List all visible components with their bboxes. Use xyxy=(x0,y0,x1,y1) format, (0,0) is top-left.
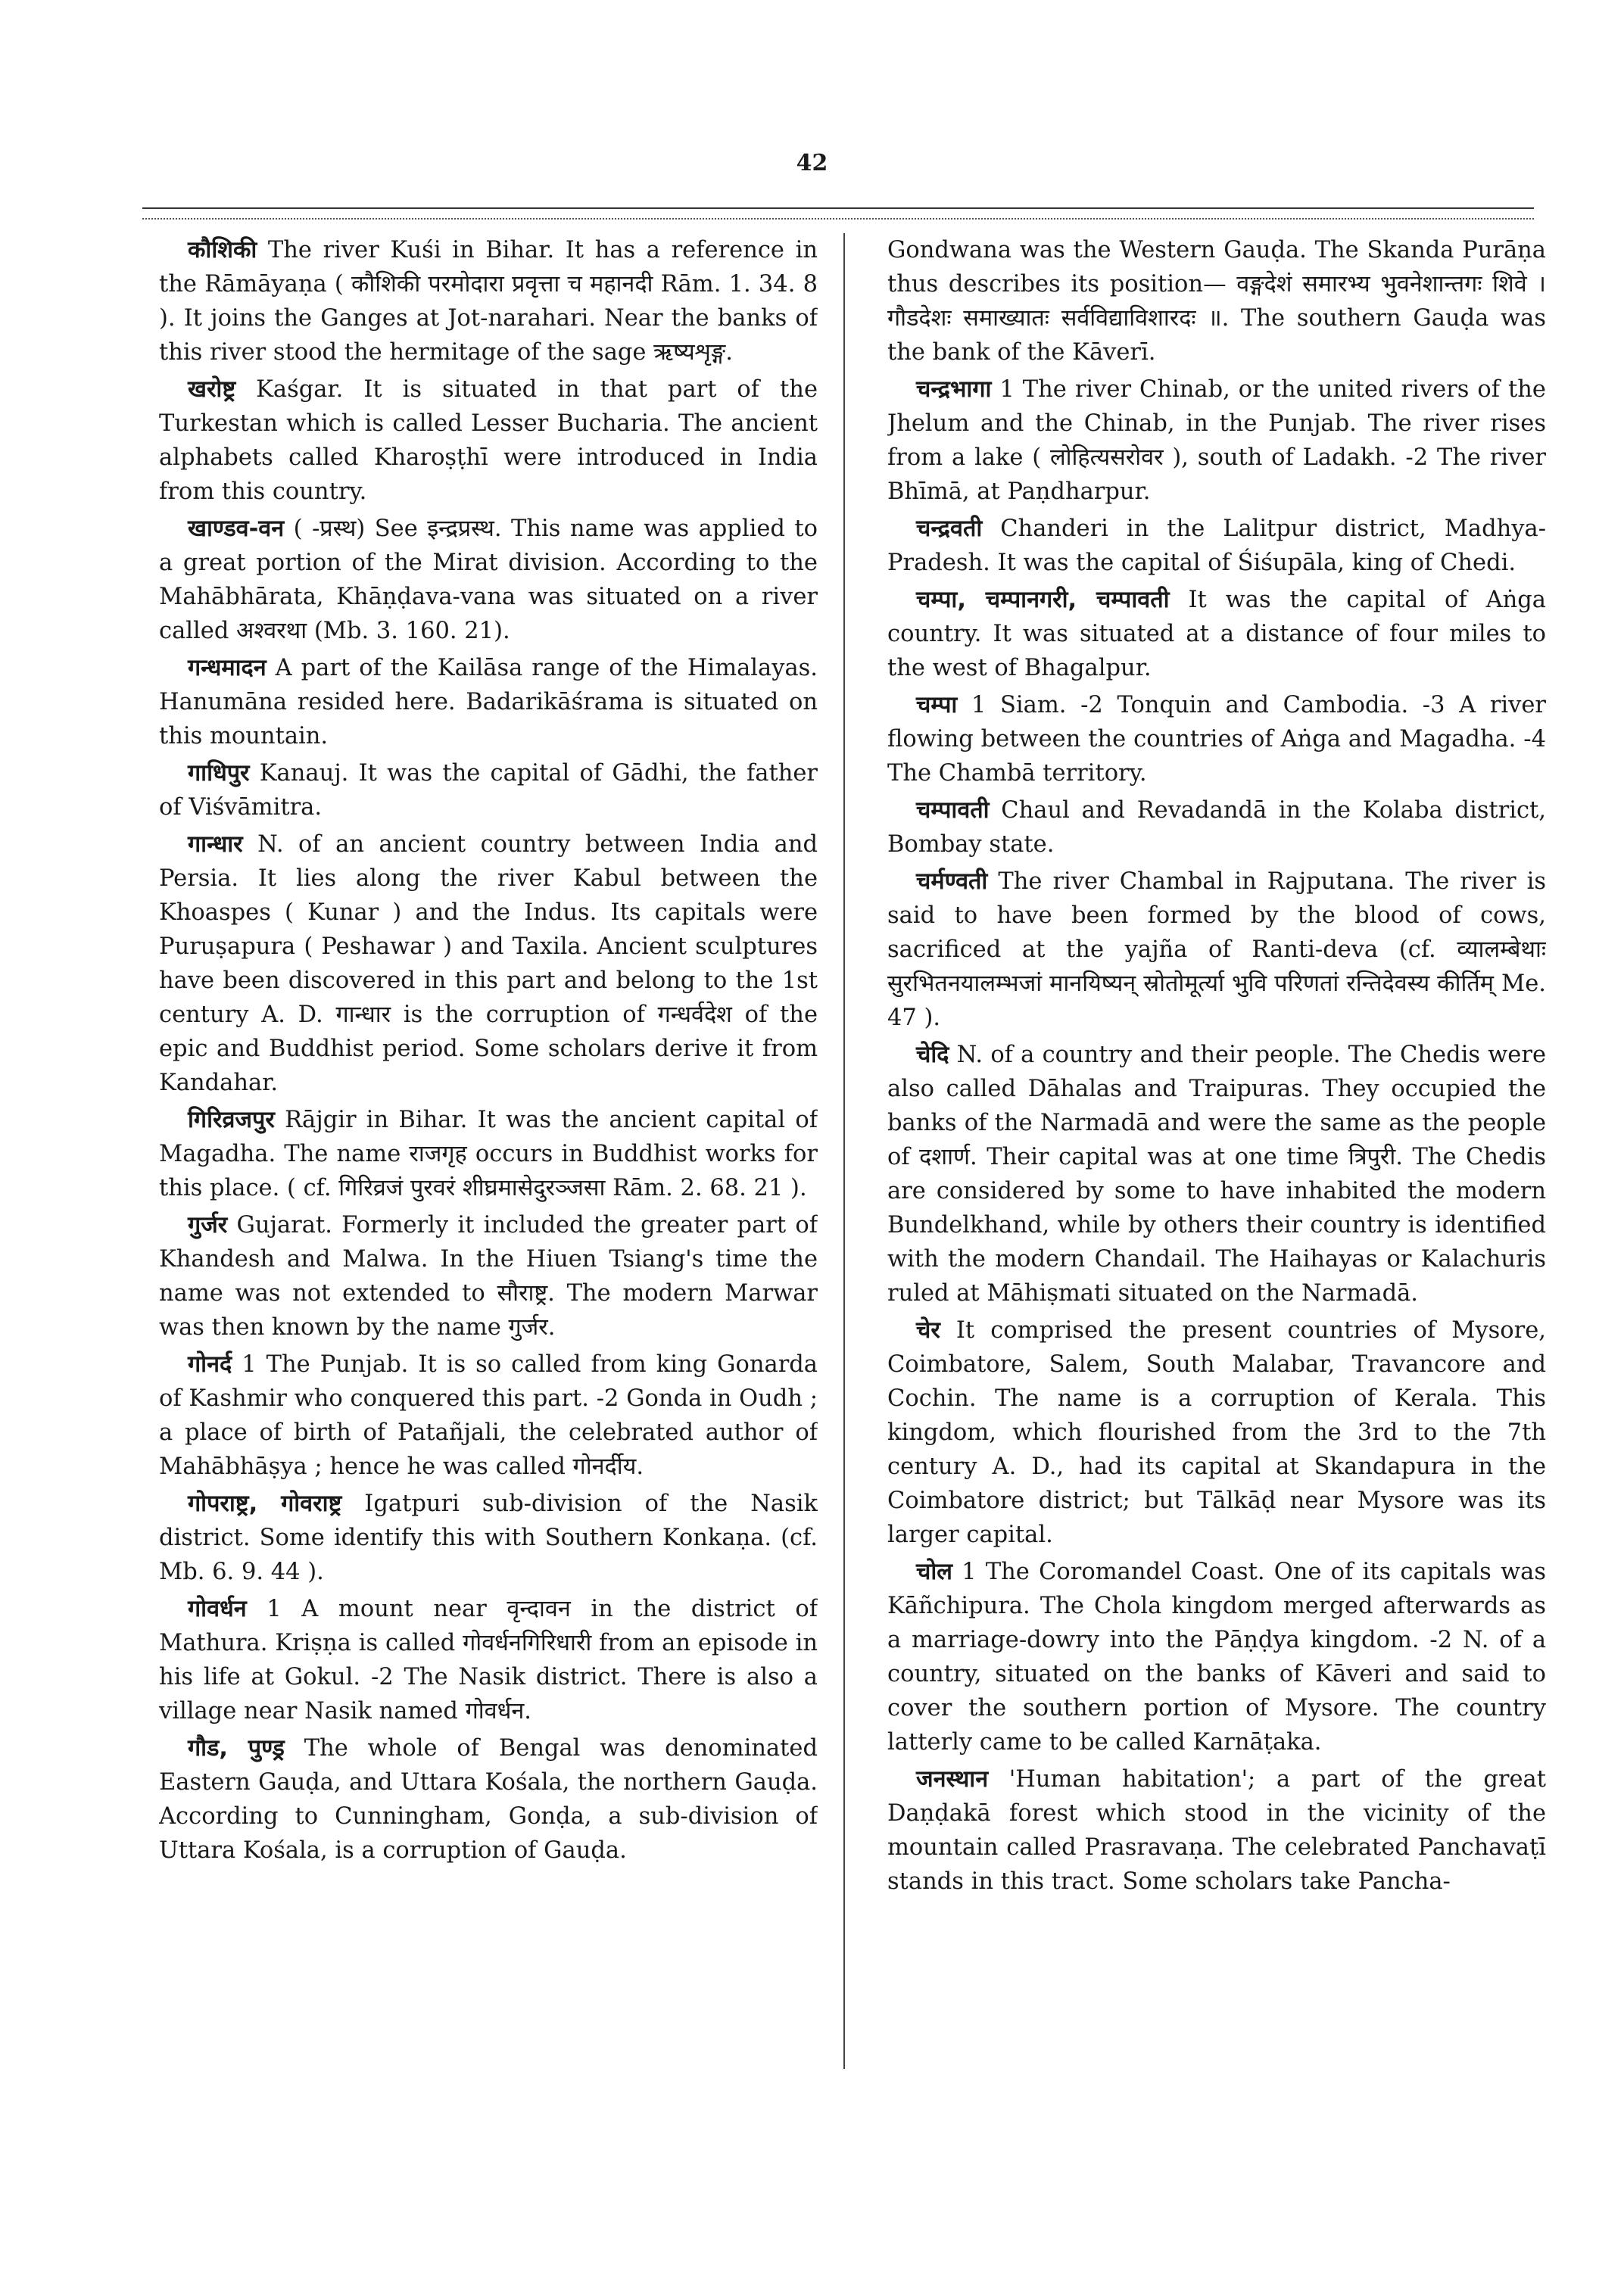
entry xyxy=(159,651,818,753)
entry-headword: चर्मण्वती xyxy=(916,868,988,895)
entry xyxy=(887,865,1546,1035)
entry xyxy=(159,756,818,824)
entry-headword: चोल xyxy=(916,1559,952,1585)
column-divider xyxy=(843,233,845,2069)
entry xyxy=(887,1313,1546,1552)
entry-headword: कौशिकी xyxy=(188,237,257,263)
entry xyxy=(159,827,818,1100)
entry xyxy=(887,1038,1546,1310)
entry xyxy=(887,372,1546,509)
entry-headword: जनस्थान xyxy=(916,1766,989,1793)
entry xyxy=(159,1487,818,1589)
entry-text: The river Chambal in Rajputana. The river is said to have been formed by the blood of cows, sacrificed at the yajña of Ranti-deva (cf. व्यालम्बेथाः सुरभितनयालम्भजां मानयिष्यन् स्रोतोमूर्त्या भुवि परिणतां रन्तिदेवस्य कीर्तिम् Me. 47 ). xyxy=(887,868,1546,1031)
entry-headword: गाधिपुर xyxy=(188,760,250,787)
entry xyxy=(887,688,1546,790)
entry xyxy=(887,583,1546,685)
entry-text: It was the capital of Aṅga country. It was situated at a distance of four miles to the west of Bhagalpur. xyxy=(887,587,1546,681)
entry xyxy=(887,1762,1546,1899)
entry-continuation xyxy=(887,233,1546,369)
entry-headword: गन्धमादन xyxy=(188,655,267,681)
entry-text: Gujarat. Formerly it included the greater part of Khandesh and Malwa. In the Hiuen Tsiang's time the name was not extended to सौराष्ट्र. The modern Marwar was then known by the name गुर्जर. xyxy=(159,1212,818,1341)
entry-headword: खाण्डव-वन xyxy=(188,516,285,542)
entry-text: Gondwana was the Western Gauḍa. The Skanda Purāṇa thus describes its position— वङ्गदेशं समारभ्य भुवनेशान्तगः शिवे । गौडदेशः समाख्यातः सर्वविद्याविशारदः ॥. The southern Gauḍa was the bank of the Kāverī. xyxy=(887,237,1546,366)
entry-text: Chaul and Revadandā in the Kolaba district, Bombay state. xyxy=(887,797,1546,858)
entry xyxy=(887,793,1546,861)
entry xyxy=(159,1592,818,1728)
entry-text: 1 Siam. -2 Tonquin and Cambodia. -3 A river flowing between the countries of Aṅga and Magadha. -4 The Chambā territory. xyxy=(887,692,1546,787)
entry-headword: चम्पावती xyxy=(916,797,990,824)
entry-text: ( -प्रस्थ) See इन्द्रप्रस्थ. This name was applied to a great portion of the Mirat division. According to the Mahābhārata, Khāṇḍava-vana was situated on a river called अश्वरथा (Mb. 3. 160. 21). xyxy=(159,516,818,644)
entry-text: The river Kuśi in Bihar. It has a reference in the Rāmāyaṇa ( कौशिकी परमोदारा प्रवृत्ता च महानदी Rām. 1. 34. 8 ). It joins the Ganges at Jot-narahari. Near the banks of this river stood the hermitage of the sage ऋष्यशृङ्ग. xyxy=(159,237,818,366)
right-column xyxy=(887,233,1546,2069)
entry xyxy=(159,1347,818,1484)
entry-headword: गान्धार xyxy=(188,831,243,858)
entry xyxy=(159,372,818,509)
entry-headword: चन्द्रवती xyxy=(916,516,983,542)
entry-text: Kanauj. It was the capital of Gādhi, the father of Viśvāmitra. xyxy=(159,760,818,821)
entry-text: Kaśgar. It is situated in that part of the Turkestan which is called Lesser Bucharia. The ancient alphabets called Kharoṣṭhī were introduced in India from this country. xyxy=(159,376,818,505)
entry-text: It comprised the present countries of Mysore, Coimbatore, Salem, South Malabar, Travancore and Cochin. The name is a corruption of Kerala. This kingdom, which flourished from the 3rd to the 7th century A. D., had its capital at Skandapura in the Coimbatore district; but Tālkāḍ near Mysore was its larger capital. xyxy=(887,1317,1546,1548)
header-dotted-rule xyxy=(142,218,1534,220)
entry-headword: गुर्जर xyxy=(188,1212,228,1238)
entry xyxy=(887,1555,1546,1759)
entry-text: Rājgir in Bihar. It was the ancient capital of Magadha. The name राजगृह occurs in Buddhist works for this place. ( cf. गिरिव्रजं पुरवरं शीघ्रमासेदुरञ्जसा Rām. 2. 68. 21 ). xyxy=(159,1107,818,1201)
entry xyxy=(159,233,818,369)
entry-headword: गिरिव्रजपुर xyxy=(188,1107,275,1133)
entry-headword: चम्पा, चम्पानगरी, चम्पावती xyxy=(916,587,1170,613)
entry-text: 1 The Punjab. It is so called from king Gonarda of Kashmir who conquered this part. -2 Gonda in Oudh ; a place of birth of Patañjali, the celebrated author of Mahābhāṣya ; hence he was called गोनर्दीय. xyxy=(159,1351,818,1480)
entry xyxy=(159,1731,818,1868)
entry xyxy=(887,512,1546,580)
entry-headword: खरोष्ट्र xyxy=(188,376,236,403)
entry-headword: गोवर्धन xyxy=(188,1596,247,1622)
entry-headword: चम्पा xyxy=(916,692,958,718)
entry-headword: गौड, पुण्ड्र xyxy=(188,1735,285,1762)
entry xyxy=(159,1208,818,1344)
entry-text: N. of a country and their people. The Chedis were also called Dāhalas and Traipuras. They occupied the banks of the Narmadā and were the same as the people of दशार्ण. Their capital was at one time त्रिपुरी. The Chedis are considered by some to have inhabited the modern Bundelkhand, while by others their country is identified with the modern Chandail. The Haihayas or Kalachuris ruled at Māhiṣmati situated on the Narmadā. xyxy=(887,1042,1546,1307)
entry-headword: चेदि xyxy=(916,1042,949,1068)
entry-text: 'Human habitation'; a part of the great Daṇḍakā forest which stood in the vicinity of the mountain called Prasravaṇa. The celebrated Panchavaṭī stands in this tract. Some scholars take Pancha- xyxy=(887,1766,1546,1895)
entry-headword: चन्द्रभागा xyxy=(916,376,992,403)
entry xyxy=(159,512,818,648)
header-rule xyxy=(142,207,1534,209)
entry-headword: गोपराष्ट्र, गोवराष्ट्र xyxy=(188,1491,342,1517)
entry-text: N. of an ancient country between India and Persia. It lies along the river Kabul between the Khoaspes ( Kunar ) and the Indus. Its capitals were Puruṣapura ( Peshawar ) and Taxila. Ancient sculptures have been discovered in this part and belong to the 1st century A. D. गान्धार is the corruption of गन्धर्वदेश of the epic and Buddhist period. Some scholars derive it from Kandahar. xyxy=(159,831,818,1096)
entry-text: The whole of Bengal was denominated Eastern Gauḍa, and Uttara Kośala, the northern Gauḍa. According to Cunningham, Gonḍa, a sub-division of Uttara Kośala, is a corruption of Gauḍa. xyxy=(159,1735,818,1864)
entry-text: Chanderi in the Lalitpur district, Madhya-Pradesh. It was the capital of Śiśupāla, king of Chedi. xyxy=(887,516,1546,576)
entry-text: 1 The river Chinab, or the united rivers of the Jhelum and the Chinab, in the Punjab. The river rises from a lake ( लोहित्यसरोवर ), south of Ladakh. -2 The river Bhīmā, at Paṇdharpur. xyxy=(887,376,1546,505)
entry-headword: गोनर्द xyxy=(188,1351,232,1378)
page-number: 42 xyxy=(796,150,828,176)
left-column xyxy=(159,233,818,2069)
entry-text: Igatpuri sub-division of the Nasik district. Some identify this with Southern Konkaṇa. (cf. Mb. 6. 9. 44 ). xyxy=(159,1491,818,1585)
entry-text: A part of the Kailāsa range of the Himalayas. Hanumāna resided here. Badarikāśrama is situated on this mountain. xyxy=(159,655,818,749)
entry-text: 1 A mount near वृन्दावन in the district of Mathura. Kriṣṇa is called गोवर्धनगिरिधारी from an episode in his life at Gokul. -2 The Nasik district. There is also a village near Nasik named गोवर्धन. xyxy=(159,1596,818,1724)
entry-headword: चेर xyxy=(916,1317,940,1344)
entry xyxy=(159,1103,818,1205)
entry-text: 1 The Coromandel Coast. One of its capitals was Kāñchipura. The Chola kingdom merged afterwards as a marriage-dowry into the Pāṇḍya kingdom. -2 N. of a country, situated on the banks of Kāveri and said to cover the southern portion of Mysore. The country latterly came to be called Karnāṭaka. xyxy=(887,1559,1546,1756)
